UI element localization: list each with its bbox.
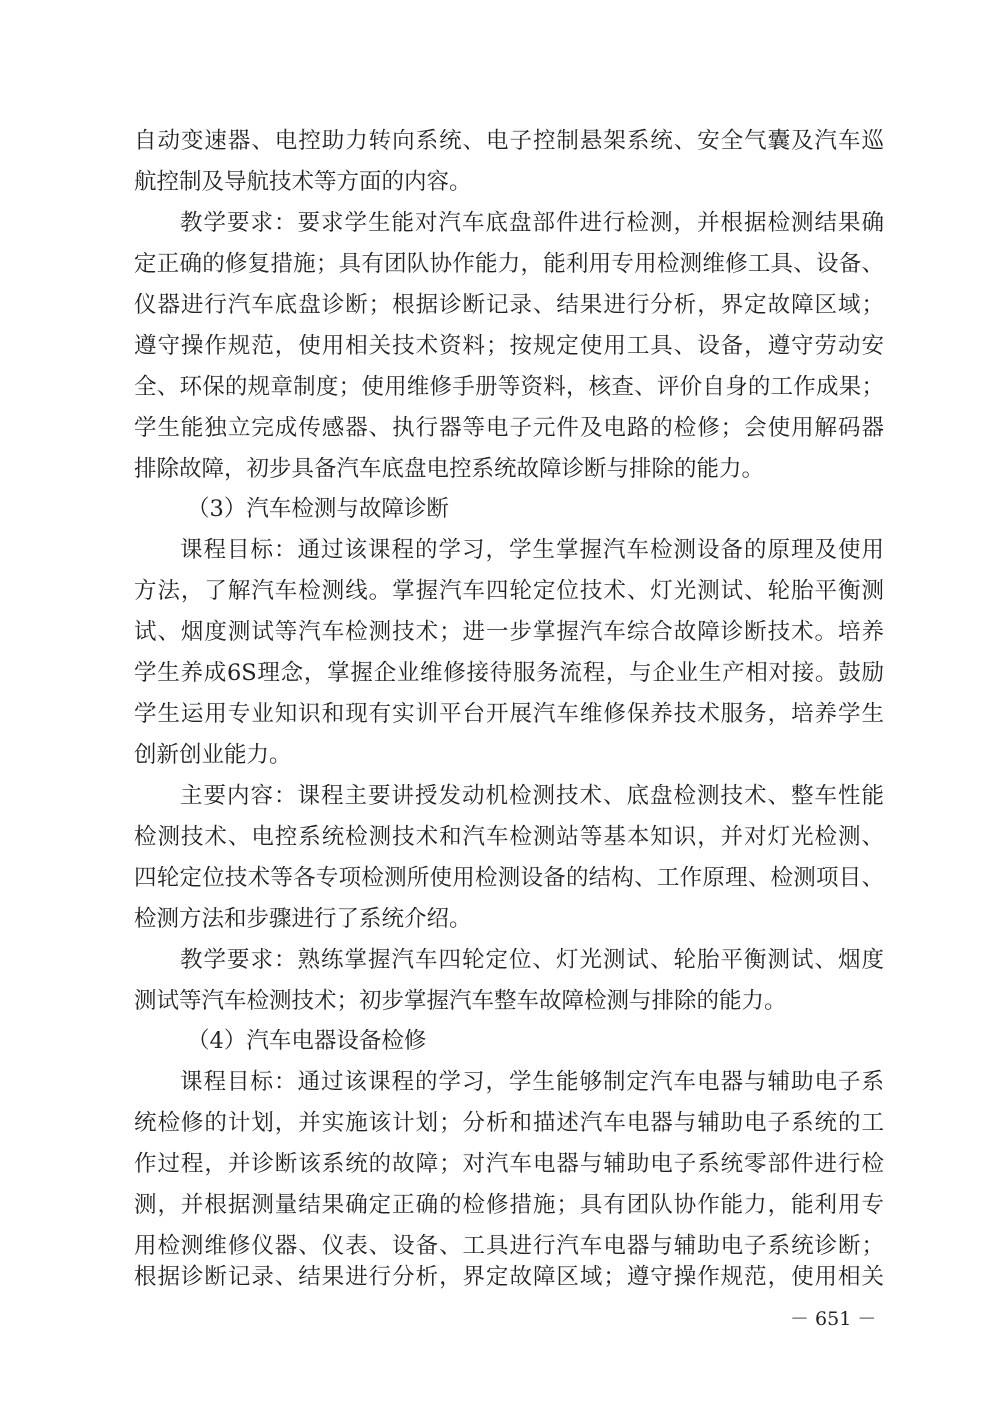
text-line: 学生能独立完成传感器、执行器等电子元件及电路的检修；会使用解码器	[134, 415, 884, 441]
text-line: 仪器进行汽车底盘诊断；根据诊断记录、结果进行分析，界定故障区域；	[134, 292, 884, 318]
text-line: 遵守操作规范，使用相关技术资料；按规定使用工具、设备，遵守劳动安	[134, 333, 884, 359]
text-line: 创新创业能力。	[134, 742, 292, 768]
page-number: － 651 －	[790, 1308, 877, 1330]
text-line: 统检修的计划，并实施该计划；分析和描述汽车电器与辅助电子系统的工	[134, 1110, 884, 1136]
text-line: 测试等汽车检测技术；初步掌握汽车整车故障检测与排除的能力。	[134, 988, 787, 1014]
text-line: 检测技术、电控系统检测技术和汽车检测站等基本知识，并对灯光检测、	[134, 824, 884, 850]
text-line: 教学要求：要求学生能对汽车底盘部件进行检测，并根据检测结果确	[180, 210, 884, 236]
text-line: 排除故障，初步具备汽车底盘电控系统故障诊断与排除的能力。	[134, 456, 765, 482]
text-line: 航控制及导航技术等方面的内容。	[134, 169, 472, 195]
text-line: 教学要求：熟练掌握汽车四轮定位、灯光测试、轮胎平衡测试、烟度	[180, 947, 884, 973]
text-line: 作过程，并诊断该系统的故障；对汽车电器与辅助电子系统零部件进行检	[134, 1151, 884, 1177]
text-line: 定正确的修复措施；具有团队协作能力，能利用专用检测维修工具、设备、	[134, 251, 884, 277]
text-line: 方法，了解汽车检测线。掌握汽车四轮定位技术、灯光测试、轮胎平衡测	[134, 578, 884, 604]
text-line: 学生运用专业知识和现有实训平台开展汽车维修保养技术服务，培养学生	[134, 701, 884, 727]
text-line: 检测方法和步骤进行了系统介绍。	[134, 906, 472, 932]
text-line: 四轮定位技术等各专项检测所使用检测设备的结构、工作原理、检测项目、	[134, 865, 884, 891]
text-line: 学生养成6S理念，掌握企业维修接待服务流程，与企业生产相对接。鼓励	[134, 660, 884, 686]
text-line: 测，并根据测量结果确定正确的检修措施；具有团队协作能力，能利用专	[134, 1192, 884, 1218]
section-heading: （4）汽车电器设备检修	[187, 1028, 427, 1054]
section-heading: （3）汽车检测与故障诊断	[187, 496, 449, 522]
text-line: 自动变速器、电控助力转向系统、电子控制悬架系统、安全气囊及汽车巡	[134, 128, 884, 154]
text-line: 课程目标：通过该课程的学习，学生掌握汽车检测设备的原理及使用	[180, 537, 884, 563]
text-line: 试、烟度测试等汽车检测技术；进一步掌握汽车综合故障诊断技术。培养	[134, 619, 884, 645]
text-line: 主要内容：课程主要讲授发动机检测技术、底盘检测技术、整车性能	[180, 783, 884, 809]
text-line: 用检测维修仪器、仪表、设备、工具进行汽车电器与辅助电子系统诊断；	[134, 1233, 884, 1259]
text-line: 课程目标：通过该课程的学习，学生能够制定汽车电器与辅助电子系	[180, 1069, 884, 1095]
text-line: 全、环保的规章制度；使用维修手册等资料，核查、评价自身的工作成果；	[134, 374, 884, 400]
text-line: 根据诊断记录、结果进行分析，界定故障区域；遵守操作规范，使用相关	[134, 1264, 884, 1290]
